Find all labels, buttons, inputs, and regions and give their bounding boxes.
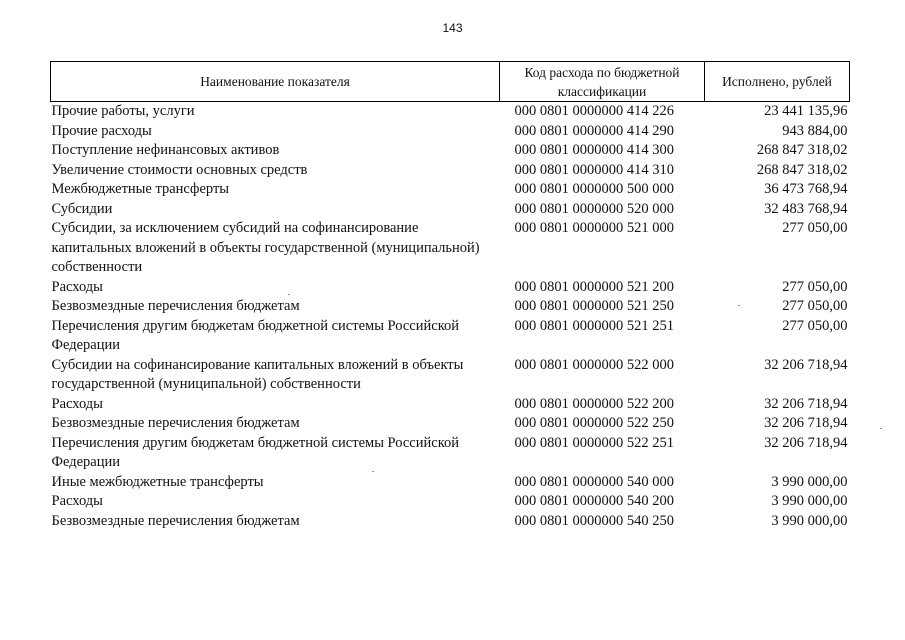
indicator-name-cell: Перечисления другим бюджетам бюджетной системы Российской Федерации xyxy=(51,317,460,353)
table-body xyxy=(51,102,850,532)
scan-speck xyxy=(880,428,882,429)
expense-code-cell: 000 0801 0000000 522 250 xyxy=(514,415,674,431)
indicator-name-cell: Расходы xyxy=(51,493,103,509)
expense-code-cell: 000 0801 0000000 540 200 xyxy=(514,493,674,509)
expense-code-cell: 000 0801 0000000 521 250 xyxy=(514,298,674,314)
expense-code-cell: 000 0801 0000000 414 300 xyxy=(514,142,674,158)
header-executed-amount: Исполнено, рублей xyxy=(705,62,850,102)
page-number: 143 xyxy=(442,21,463,35)
header-indicator-name: Наименование показателя xyxy=(51,62,500,102)
indicator-name-cell: Межбюджетные трансферты xyxy=(51,181,230,197)
indicator-name-cell: Безвозмездные перечисления бюджетам xyxy=(51,512,300,529)
table-row xyxy=(51,473,850,493)
table-row xyxy=(51,161,850,181)
expense-code-cell: 000 0801 0000000 414 310 xyxy=(514,161,674,178)
budget-table-container xyxy=(50,61,849,531)
scan-speck xyxy=(288,294,290,295)
expense-code-cell: 000 0801 0000000 414 290 xyxy=(514,122,674,139)
expense-code-cell: 000 0801 0000000 521 251 xyxy=(514,317,674,334)
scan-speck xyxy=(372,471,374,472)
scan-speck xyxy=(738,305,740,306)
expense-code-cell: 000 0801 0000000 522 251 xyxy=(514,434,674,451)
expense-code-cell: 000 0801 0000000 522 000 xyxy=(514,356,674,373)
table-header-row xyxy=(51,62,850,102)
executed-amount-cell: 32 206 718,94 xyxy=(764,415,848,431)
executed-amount-cell: 277 050,00 xyxy=(782,220,848,236)
indicator-name-cell: Безвозмездные перечисления бюджетам xyxy=(51,298,300,314)
expense-code-cell: 000 0801 0000000 521 000 xyxy=(514,220,674,236)
table-row xyxy=(51,297,850,317)
executed-amount-cell: 36 473 768,94 xyxy=(764,181,848,197)
header-expense-code: Код расхода по бюджетной классификации xyxy=(500,62,705,102)
executed-amount-cell: 32 206 718,94 xyxy=(764,356,848,373)
indicator-name-cell: Перечисления другим бюджетам бюджетной системы Российской Федерации xyxy=(51,434,460,470)
executed-amount-cell: 32 206 718,94 xyxy=(764,434,848,451)
indicator-name-cell: Безвозмездные перечисления бюджетам xyxy=(51,415,300,431)
executed-amount-cell: 943 884,00 xyxy=(782,122,848,139)
executed-amount-cell: 3 990 000,00 xyxy=(771,473,848,490)
indicator-name-cell: Субсидии на софинансирование капитальных вложений в объекты государственной (муниципальной) собственности xyxy=(51,356,464,392)
table-row xyxy=(51,122,850,142)
table-row xyxy=(51,434,850,473)
expense-code-cell: 000 0801 0000000 540 000 xyxy=(514,473,674,490)
indicator-name-cell: Иные межбюджетные трансферты xyxy=(51,473,264,490)
executed-amount-cell: 277 050,00 xyxy=(782,317,848,334)
executed-amount-cell: 3 990 000,00 xyxy=(771,493,848,509)
table-row xyxy=(51,356,850,395)
expense-code-cell: 000 0801 0000000 520 000 xyxy=(514,200,674,217)
expense-code-cell: 000 0801 0000000 521 200 xyxy=(514,278,674,295)
executed-amount-cell: 32 206 718,94 xyxy=(764,395,848,412)
indicator-name-cell: Прочие расходы xyxy=(51,122,152,139)
table-row xyxy=(51,492,850,512)
indicator-name-cell: Увеличение стоимости основных средств xyxy=(51,161,308,178)
table-row xyxy=(51,141,850,161)
expense-code-cell: 000 0801 0000000 414 226 xyxy=(514,103,674,119)
indicator-name-cell: Субсидии xyxy=(51,200,113,217)
executed-amount-cell: 277 050,00 xyxy=(782,298,848,314)
expense-code-cell: 000 0801 0000000 500 000 xyxy=(514,181,674,197)
indicator-name-cell: Расходы xyxy=(51,395,103,412)
executed-amount-cell: 268 847 318,02 xyxy=(756,142,848,158)
table-row xyxy=(51,512,850,532)
indicator-name-cell: Прочие работы, услуги xyxy=(51,103,195,119)
table-row xyxy=(51,102,850,122)
expense-code-cell: 000 0801 0000000 540 250 xyxy=(514,512,674,529)
budget-execution-table xyxy=(50,61,850,531)
table-row xyxy=(51,414,850,434)
indicator-name-cell: Субсидии, за исключением субсидий на софинансирование капитальных вложений в объекты государственной (муниципальной) собственности xyxy=(51,220,480,275)
indicator-name-cell: Расходы xyxy=(51,278,103,295)
executed-amount-cell: 23 441 135,96 xyxy=(764,103,848,119)
executed-amount-cell: 3 990 000,00 xyxy=(771,512,848,529)
table-row xyxy=(51,200,850,220)
table-row xyxy=(51,180,850,200)
table-row xyxy=(51,278,850,298)
executed-amount-cell: 277 050,00 xyxy=(782,278,848,295)
indicator-name-cell: Поступление нефинансовых активов xyxy=(51,142,280,158)
table-row xyxy=(51,395,850,415)
table-row xyxy=(51,219,850,278)
executed-amount-cell: 32 483 768,94 xyxy=(764,200,848,217)
executed-amount-cell: 268 847 318,02 xyxy=(756,161,848,178)
expense-code-cell: 000 0801 0000000 522 200 xyxy=(514,395,674,412)
table-row xyxy=(51,317,850,356)
